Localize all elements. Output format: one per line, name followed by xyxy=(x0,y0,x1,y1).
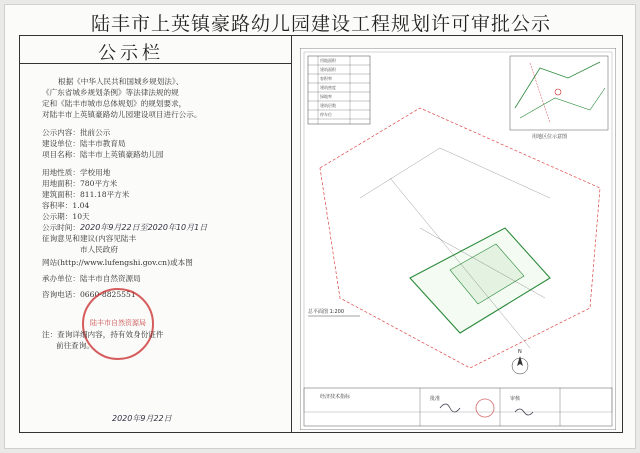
field-building-area: 建筑面积：811.18平方米 xyxy=(42,190,130,199)
location-map-title: 用地区位示意图 xyxy=(532,134,568,140)
title-block-label: 经济技术指标 xyxy=(320,394,351,400)
notice-header xyxy=(20,36,291,64)
intro-line-1: 根据《中华人民共和国城乡规划法》、 xyxy=(58,77,184,86)
notice-sheet xyxy=(4,4,636,449)
site-plan-drawing xyxy=(300,48,616,430)
field-dates xyxy=(42,222,207,233)
field-supervise: 承办单位：陆丰市自然资源局 xyxy=(42,274,141,283)
table-row-1: 用地面积 xyxy=(320,58,336,63)
notice-header-label: 公示栏 xyxy=(98,43,164,64)
field-land-use: 用地性质：学校用地 xyxy=(42,168,111,177)
scale-label: 总平面图 1:200 xyxy=(308,309,344,315)
table-row-2: 建筑面积 xyxy=(320,67,336,72)
field-applicant: 建设单位：陆丰市教育局 xyxy=(42,139,126,148)
table-row-3: 容积率 xyxy=(320,76,332,81)
field-content: 公示内容：批前公示 xyxy=(42,128,111,137)
field-far: 容积率：1.04 xyxy=(42,201,90,210)
table-row-4: 建筑密度 xyxy=(320,85,336,90)
handwritten-date: 2020年9月22日 xyxy=(112,414,172,423)
field-note-2: 前往查询。 xyxy=(56,341,94,350)
field-opinion: 征询意见和建议(内容见陆丰 xyxy=(42,234,137,243)
table-row-7: 停车位 xyxy=(320,112,332,117)
table-row-5: 绿地率 xyxy=(320,94,332,99)
field-opinion-2: 市人民政府 xyxy=(80,245,118,254)
field-period: 公示期：10天 xyxy=(42,212,90,221)
field-dates-prefix: 公示时间： xyxy=(42,223,80,232)
north-label: N xyxy=(518,349,522,355)
page-title: 陆丰市上英镇豪路幼儿园建设工程规划许可审批公示 xyxy=(90,13,551,35)
table-row-6: 建筑层数 xyxy=(320,103,336,108)
signature-approve: 批准 xyxy=(430,396,441,402)
field-land-area: 用地面积：780平方米 xyxy=(42,179,118,188)
notice-frame xyxy=(19,35,623,433)
field-project: 项目名称：陆丰市上英镇豪路幼儿园 xyxy=(42,150,164,159)
field-website: 网站(http://www.lufengshi.gov.cn)或本图 xyxy=(42,258,193,267)
signature-review: 审核 xyxy=(510,396,521,402)
field-phone: 咨询电话：0660-8825551 xyxy=(42,290,136,299)
handwritten-dates: 2020年9月22日至2020年10月1日 xyxy=(79,223,208,232)
intro-line-2: 《广东省城乡规划条例》等法律法规的规 xyxy=(42,88,179,97)
field-note: 注：查询详细内容，持有效身份证件 xyxy=(42,330,164,339)
stamp-text: 陆丰市自然资源局 xyxy=(90,319,146,327)
plan-drawing-panel xyxy=(292,36,624,432)
intro-line-3: 定和《陆丰市城市总体规划》的规划要求， xyxy=(42,99,187,108)
notice-panel xyxy=(20,36,292,432)
intro-line-4: 对陆丰市上英镇豪路幼儿园建设项目进行公示。 xyxy=(42,110,202,119)
